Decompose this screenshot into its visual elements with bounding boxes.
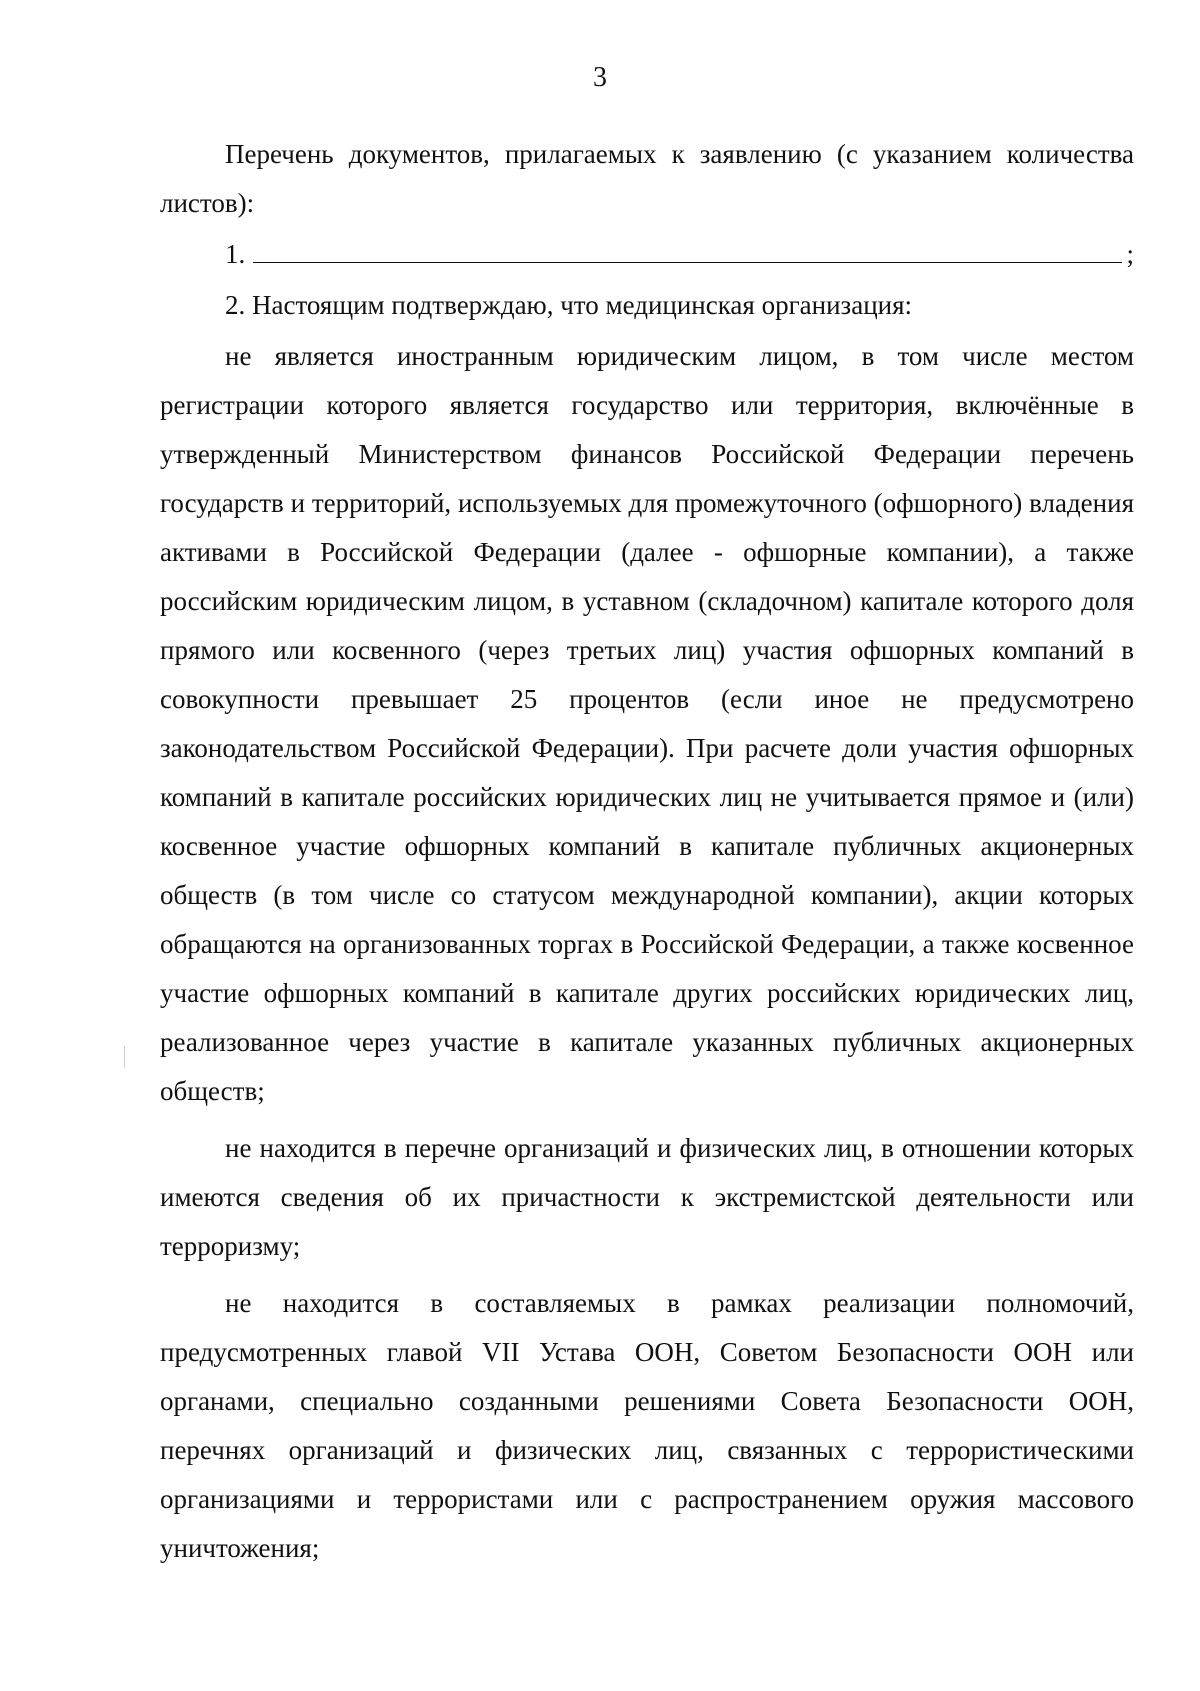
scan-artifact-mark <box>124 1046 125 1068</box>
confirmation-paragraph-extremism: не находится в перечне организаций и физических лиц, в отношении которых имеются сведения об их причастности к экстремистской деятельности или терроризму; <box>160 1133 1134 1261</box>
fill-in-blank-line <box>253 230 1122 263</box>
page-number: 3 <box>593 62 607 93</box>
confirmation-paragraph-un-sanctions: не находится в составляемых в рамках реализации полномочий, предусмотренных главой VII Устава ООН, Советом Безопасности ООН или органами, специально созданными решениями Совета Безопасности ООН, перечнях организаций и физических лиц, связанных с террористическими организациями и террористами или с распространением оружия массового уничтожения; <box>160 1288 1134 1563</box>
documents-list-heading: Перечень документов, прилагаемых к заявлению (с указанием количества листов): <box>160 139 1134 218</box>
list-item-number: 1. <box>225 239 246 269</box>
confirmation-heading: 2. Настоящим подтверждаю, что медицинская организация: <box>225 290 913 320</box>
document-body <box>160 130 1134 1573</box>
document-list-item-1 <box>160 230 1134 279</box>
list-item-terminator: ; <box>1126 239 1134 269</box>
confirmation-paragraph-offshore: не является иностранным юридическим лицом, в том числе местом регистрации которого является государство или территория, включённые в утвержденный Министерством финансов Российской Федерации перечень государств и территорий, используемых для промежуточного (офшорного) владения активами в Российской Федерации (далее - офшорные компании), а также российским юридическим лицом, в уставном (складочном) капитале которого доля прямого или косвенного (через третьих лиц) участия офшорных компаний в совокупности превышает 25 процентов (если иное не предусмотрено законодательством Российской Федерации). При расчете доли участия офшорных компаний в капитале российских юридических лиц не учитывается прямое и (или) косвенное участие офшорных компаний в капитале публичных акционерных обществ (в том числе со статусом международной компании), акции которых обращаются на организованных торгах в Российской Федерации, а также косвенное участие офшорных компаний в капитале других российских юридических лиц, реализованное через участие в капитале указанных публичных акционерных обществ; <box>160 341 1134 1106</box>
